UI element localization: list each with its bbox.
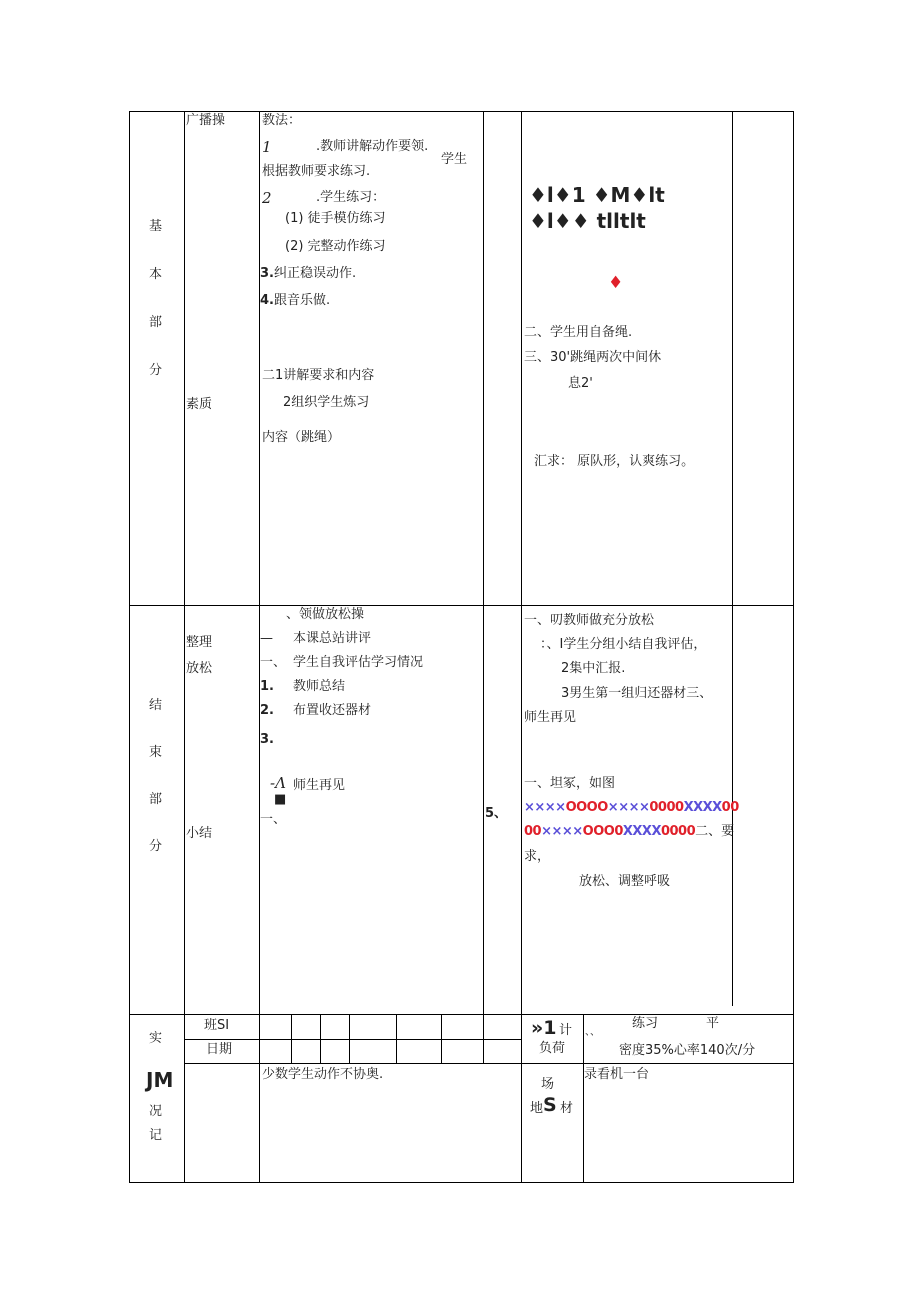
section-label-char: 部	[149, 315, 163, 330]
method-line: 内容（跳绳）	[262, 430, 341, 445]
method-line: (1) 徒手模仿练习	[285, 211, 386, 226]
organize-line: 汇求： 原队形，认爽练习。	[534, 454, 695, 469]
content-line: 教师总结	[293, 679, 346, 694]
step-number: 2	[262, 189, 272, 207]
load-label: 计	[559, 1023, 573, 1038]
organize-line: 一、叨教师做充分放松	[524, 613, 655, 628]
item-label: 放松	[186, 661, 213, 676]
step-number: 1	[262, 138, 272, 156]
record-row-divider-2	[184, 1063, 794, 1064]
section-label-char: 束	[149, 745, 163, 760]
formation-girls: 0000	[649, 800, 684, 815]
organize-line: 师生再见	[524, 710, 577, 725]
density-heart-rate: 密度35%心率140次/分	[619, 1043, 756, 1058]
section-divider-2	[129, 1014, 794, 1015]
record-grid-line	[583, 1014, 584, 1183]
problem-note: 少数学生动作不协奥.	[262, 1067, 384, 1082]
col-line-3	[483, 111, 484, 1063]
step-number: 3.	[260, 266, 274, 281]
section-label-char: 实	[149, 1031, 163, 1046]
section-label-char: 本	[149, 267, 163, 282]
formation-symbols: ♦l♦1 ♦M♦lt	[529, 183, 665, 207]
item-label: 素质	[186, 397, 213, 412]
section-label-char: 记	[149, 1128, 163, 1143]
table-border-bottom	[129, 1182, 794, 1183]
organize-line: 息2'	[568, 376, 593, 391]
load-label: 负荷	[539, 1041, 566, 1056]
organize-line: 2集中汇报.	[561, 661, 626, 676]
record-grid-line	[441, 1014, 442, 1063]
practice-label: 练习	[632, 1016, 659, 1031]
content-line: 学生自我评估学习情况	[293, 655, 424, 670]
dots-mark: 、、	[585, 1027, 600, 1038]
formation-row-2	[524, 824, 734, 840]
formation-row-1	[524, 800, 739, 816]
formation-girls: 0000	[660, 824, 696, 839]
square-icon: ■	[274, 792, 287, 807]
record-grid-line	[291, 1014, 292, 1063]
content-line: 本课总站讲评	[293, 631, 372, 646]
col-line-4	[521, 111, 522, 1183]
site-label: 地	[530, 1101, 544, 1116]
method-line: 纠正稳误动作.	[274, 266, 357, 281]
organize-line: 3男生第一组归还器材三、	[561, 686, 713, 701]
organize-line: 三、30'跳绳两次中间休	[524, 350, 662, 365]
table-border-top	[129, 111, 794, 112]
formation-symbols: ♦l♦♦ tlltlt	[529, 209, 646, 233]
site-label: 材	[560, 1101, 574, 1116]
record-row-divider	[184, 1039, 522, 1040]
method-line: 学生	[441, 152, 468, 167]
method-heading: 教法：	[262, 113, 302, 128]
method-line: .学生练习：	[316, 190, 386, 205]
formation-boys: ××××	[524, 800, 566, 815]
record-grid-line	[349, 1014, 350, 1063]
content-bullet: 1.	[260, 679, 274, 694]
col-line-5	[732, 111, 733, 1006]
content-bullet: 2.	[260, 703, 274, 718]
method-line: .教师讲解动作要领.	[316, 139, 429, 154]
teacher-position-icon: ♦	[608, 273, 624, 293]
content-bullet: -Λ	[270, 774, 286, 792]
organize-line: 二、学生用自备绳.	[524, 325, 633, 340]
section-divider-1	[129, 605, 794, 606]
item-label: 小结	[186, 826, 213, 841]
record-grid-line	[396, 1014, 397, 1063]
content-line: 师生再见	[293, 778, 346, 793]
content-bullet: 一、	[260, 655, 287, 670]
item-label: 整理	[186, 635, 213, 650]
formation-girls: 00	[721, 800, 739, 815]
date-label: 日期	[206, 1042, 233, 1057]
section-label-char: 分	[149, 363, 163, 378]
section-label-char: 基	[149, 219, 163, 234]
organize-line: 二、要	[695, 824, 735, 839]
formation-girls: 00	[524, 824, 542, 839]
time-value: 5、	[485, 806, 508, 821]
class-label: 班SI	[204, 1018, 230, 1033]
method-line: (2) 完整动作练习	[285, 239, 386, 254]
organize-line: 放松、调整呼吸	[579, 874, 671, 889]
organize-line: 一、坦冢，如图	[524, 776, 616, 791]
content-bullet: —	[260, 631, 273, 646]
formation-girls: OOO0	[582, 824, 623, 839]
formation-girls: OOOO	[565, 800, 608, 815]
record-grid-line	[320, 1014, 321, 1063]
equipment-note: 录看机一台	[584, 1067, 650, 1082]
formation-boys: ××××	[607, 800, 650, 815]
section-label-char: 分	[149, 839, 163, 854]
item-label: 广播操	[186, 113, 226, 128]
content-line: 布置收还器材	[293, 703, 372, 718]
site-label: S	[543, 1094, 557, 1116]
section-label-char: 部	[149, 792, 163, 807]
section-label-char: 况	[149, 1104, 163, 1119]
average-label: 平	[706, 1016, 720, 1031]
section-label-char: 结	[149, 698, 163, 713]
method-line: 根据教师要求练习.	[262, 164, 371, 179]
method-line: 2组织学生炼习	[283, 395, 370, 410]
section-label-char: JM	[146, 1068, 174, 1092]
table-border-right	[793, 111, 794, 1183]
content-line: 、领做放松操	[286, 607, 365, 622]
formation-boys: ××××	[541, 824, 583, 839]
content-line: 一、	[260, 812, 287, 827]
organize-line: ：、I学生分组小结自我评估，	[540, 637, 707, 652]
content-bullet: 3.	[260, 732, 274, 747]
table-border-left	[129, 111, 130, 1183]
method-line: 跟音乐做.	[274, 293, 331, 308]
organize-line: 求，	[524, 849, 551, 864]
site-label: 场	[541, 1077, 555, 1092]
formation-boys: XXXX	[683, 800, 722, 815]
step-number: 4.	[260, 293, 274, 308]
formation-boys: XXXX	[622, 824, 661, 839]
col-line-1	[184, 111, 185, 1183]
method-line: 二1讲解要求和内容	[262, 368, 375, 383]
load-label: »1	[531, 1017, 557, 1039]
